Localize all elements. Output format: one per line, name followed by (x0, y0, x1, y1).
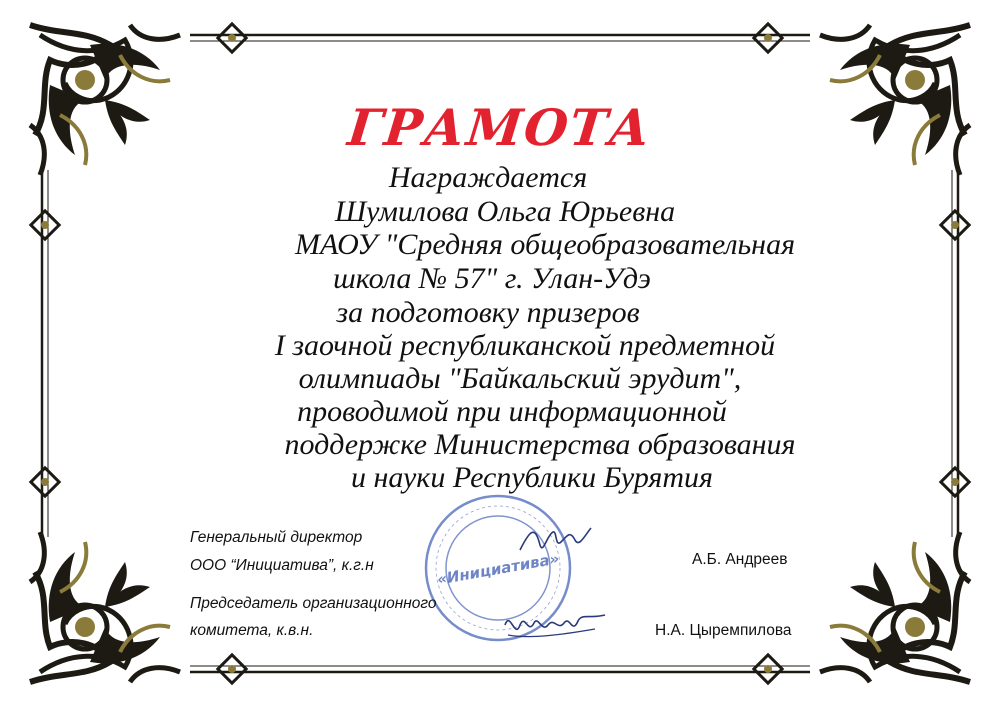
body-line-awarded: Награждается (388, 161, 588, 194)
signatory-1-name: А.Б. Андреев (692, 551, 788, 568)
body-line-support-1: проводимой при информационной (297, 395, 727, 428)
signatory-1-role-line-1: Генеральный директор (190, 529, 363, 546)
signatory-2-role-line-1: Председатель организационного (190, 595, 437, 612)
stamp-text: «Инициатива» (435, 549, 561, 589)
body-line-support-2: поддержке Министерства образования (284, 428, 796, 461)
body-line-school-2: школа № 57" г. Улан-Удэ (333, 262, 651, 295)
signature-1 (515, 520, 595, 560)
signatory-2-name: Н.А. Цыремпилова (655, 622, 792, 639)
signatory-1-role-line-2: ООО “Инициатива”, к.г.н (190, 557, 374, 574)
body-line-olympiad-1: I заочной республиканской предметной (274, 329, 776, 362)
body-line-reason: за подготовку призеров (336, 296, 640, 329)
body-line-school-1: МАОУ "Средняя общеобразовательная (294, 228, 796, 261)
certificate-title: ГРАМОТА (345, 98, 655, 157)
signatory-2-role-line-2: комитета, к.в.н. (190, 622, 314, 639)
body-line-olympiad-2: олимпиады "Байкальский эрудит", (298, 362, 742, 395)
signature-2 (500, 605, 610, 645)
body-line-support-3: и науки Республики Бурятия (351, 461, 713, 494)
body-line-recipient: Шумилова Ольга Юрьевна (334, 195, 676, 228)
